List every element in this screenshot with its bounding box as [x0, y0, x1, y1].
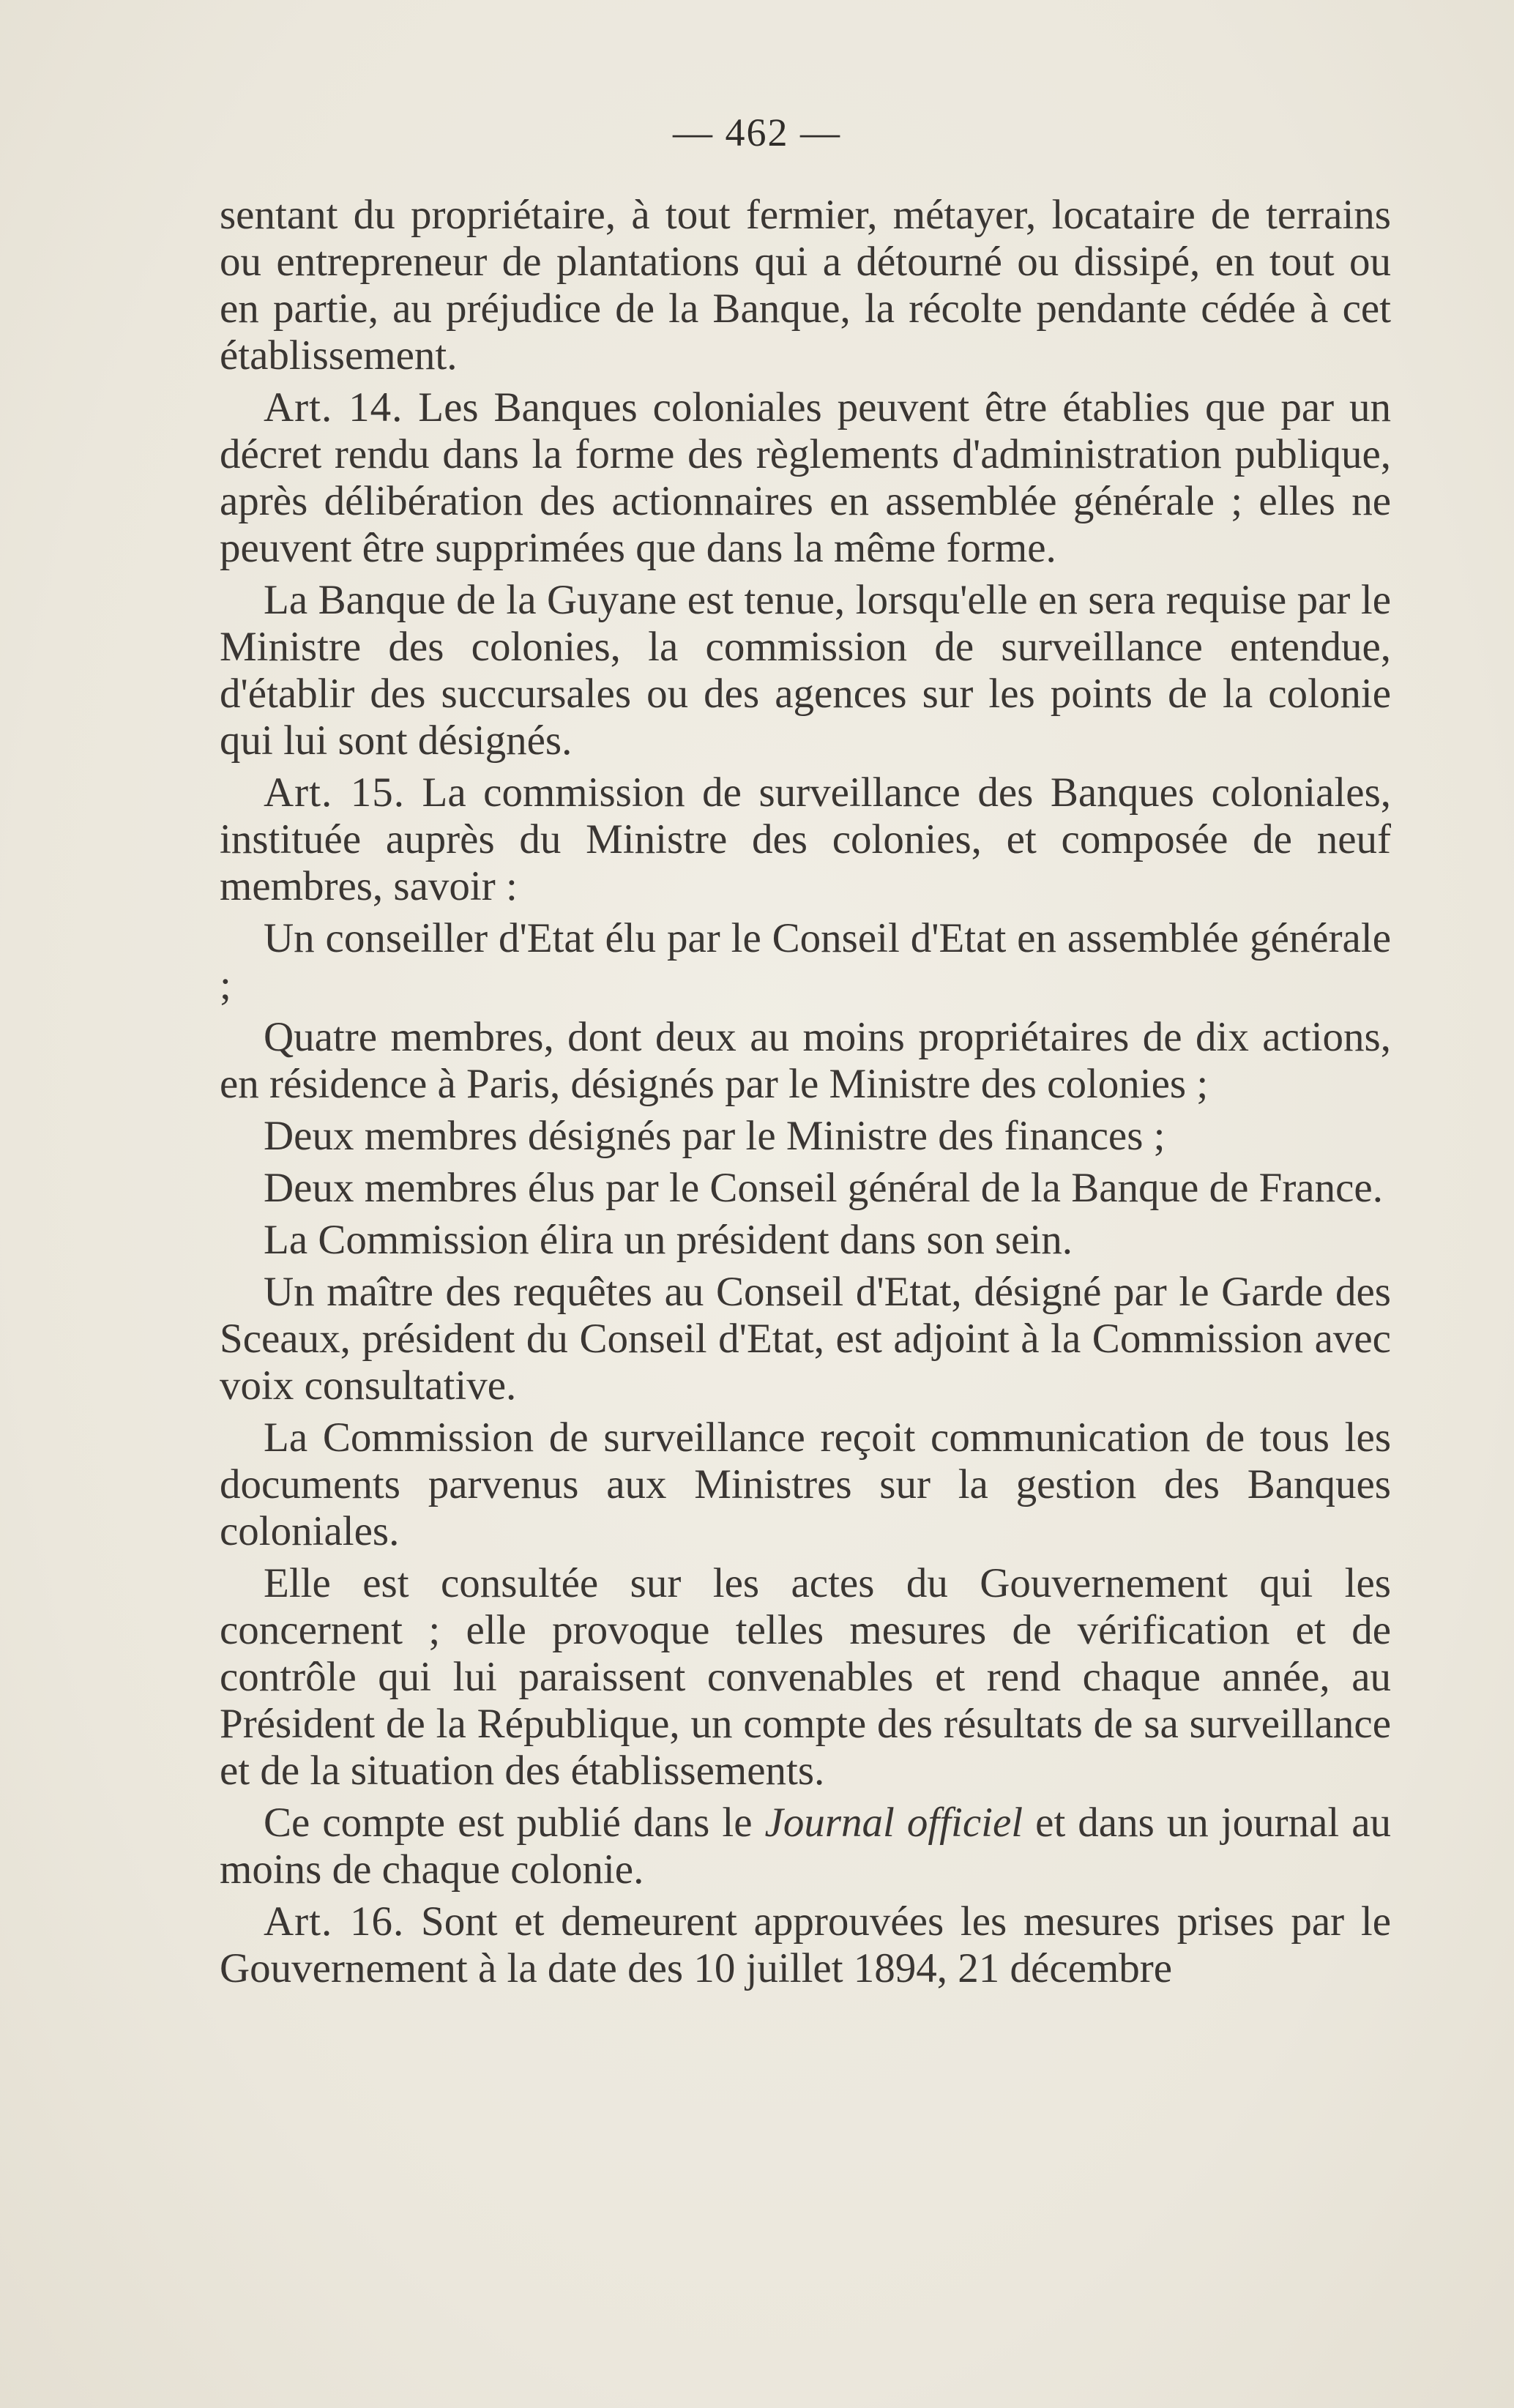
article-14-paragraph	[220, 384, 1391, 572]
paragraph-text: La Banque de la Guyane est tenue, lorsqu'elle en sera requise par le Ministre des colonies, la commission de surveillance entendue, d'établir des succursales ou des agences sur les points de la colonie qui lui sont désignés.	[220, 577, 1391, 764]
paragraph-text: La Commission élira un président dans son sein.	[264, 1217, 1073, 1263]
paragraph-text: Deux membres élus par le Conseil général de la Banque de France.	[264, 1165, 1383, 1211]
paragraph	[220, 1414, 1391, 1555]
paragraph-text: Elle est consultée sur les actes du Gouvernement qui les concernent ; elle provoque telles mesures de vérification et de contrôle qui lui paraissent convenables et rend chaque année, au Président de la République, un compte des résultats de sa surveillance et de la situation des établissements.	[220, 1560, 1391, 1794]
paragraph	[220, 1217, 1391, 1264]
list-paragraph	[220, 915, 1391, 1009]
paragraph-text: La Commission de surveillance reçoit communication de tous les documents parvenus aux Ministres sur la gestion des Banques coloniales.	[220, 1414, 1391, 1554]
article-16-paragraph	[220, 1898, 1391, 1992]
body-text	[220, 192, 1391, 1997]
paragraph	[220, 1269, 1391, 1409]
paragraph	[220, 577, 1391, 764]
paragraph-text: Un maître des requêtes au Conseil d'Etat, désigné par le Garde des Sceaux, président du Conseil d'Etat, est adjoint à la Commission avec voix consultative.	[220, 1269, 1391, 1409]
article-label: Art. 16.	[264, 1898, 405, 1945]
paragraph-continuation	[220, 192, 1391, 379]
paragraph-text-after: et dans un journal au moins de chaque colonie.	[220, 1800, 1392, 1893]
list-paragraph	[220, 1113, 1391, 1160]
paragraph-text: Quatre membres, dont deux au moins propriétaires de dix actions, en résidence à Paris, désignés par le Ministre des colonies ;	[220, 1014, 1391, 1107]
paragraph	[220, 1560, 1391, 1794]
paragraph-text: Deux membres désignés par le Ministre des finances ;	[264, 1113, 1166, 1159]
article-label: Art. 15.	[264, 769, 405, 816]
page-number: — 462 —	[673, 111, 841, 154]
list-paragraph	[220, 1014, 1391, 1108]
list-paragraph	[220, 1165, 1391, 1212]
paragraph-text: sentant du propriétaire, à tout fermier, métayer, locataire de terrains ou entrepreneur de plantations qui a détourné ou dissipé, en tout ou en partie, au préjudice de la Banque, la récolte pendante cédée à cet établissement.	[220, 192, 1391, 379]
paragraph-text: Les Banques coloniales peuvent être établies que par un décret rendu dans la forme des règlements d'administration publique, après délibération des actionnaires en assemblée générale ; elles ne peuvent être supprimées que dans la même forme.	[220, 384, 1392, 571]
article-15-paragraph	[220, 769, 1391, 910]
paragraph-text: La commission de surveillance des Banques coloniales, instituée auprès du Ministre des colonies, et composée de neuf membres, savoir :	[220, 769, 1392, 909]
paragraph-text: Un conseiller d'Etat élu par le Conseil d'Etat en assemblée générale ;	[220, 915, 1391, 1008]
paragraph-text-before: Ce compte est publié dans le	[264, 1800, 753, 1846]
journal-title: Journal officiel	[764, 1800, 1023, 1846]
article-label: Art. 14.	[264, 384, 403, 430]
paragraph-text: Sont et demeurent approuvées les mesures prises par le Gouvernement à la date des 10 juillet 1894, 21 décembre	[220, 1898, 1392, 1991]
paragraph	[220, 1800, 1391, 1893]
